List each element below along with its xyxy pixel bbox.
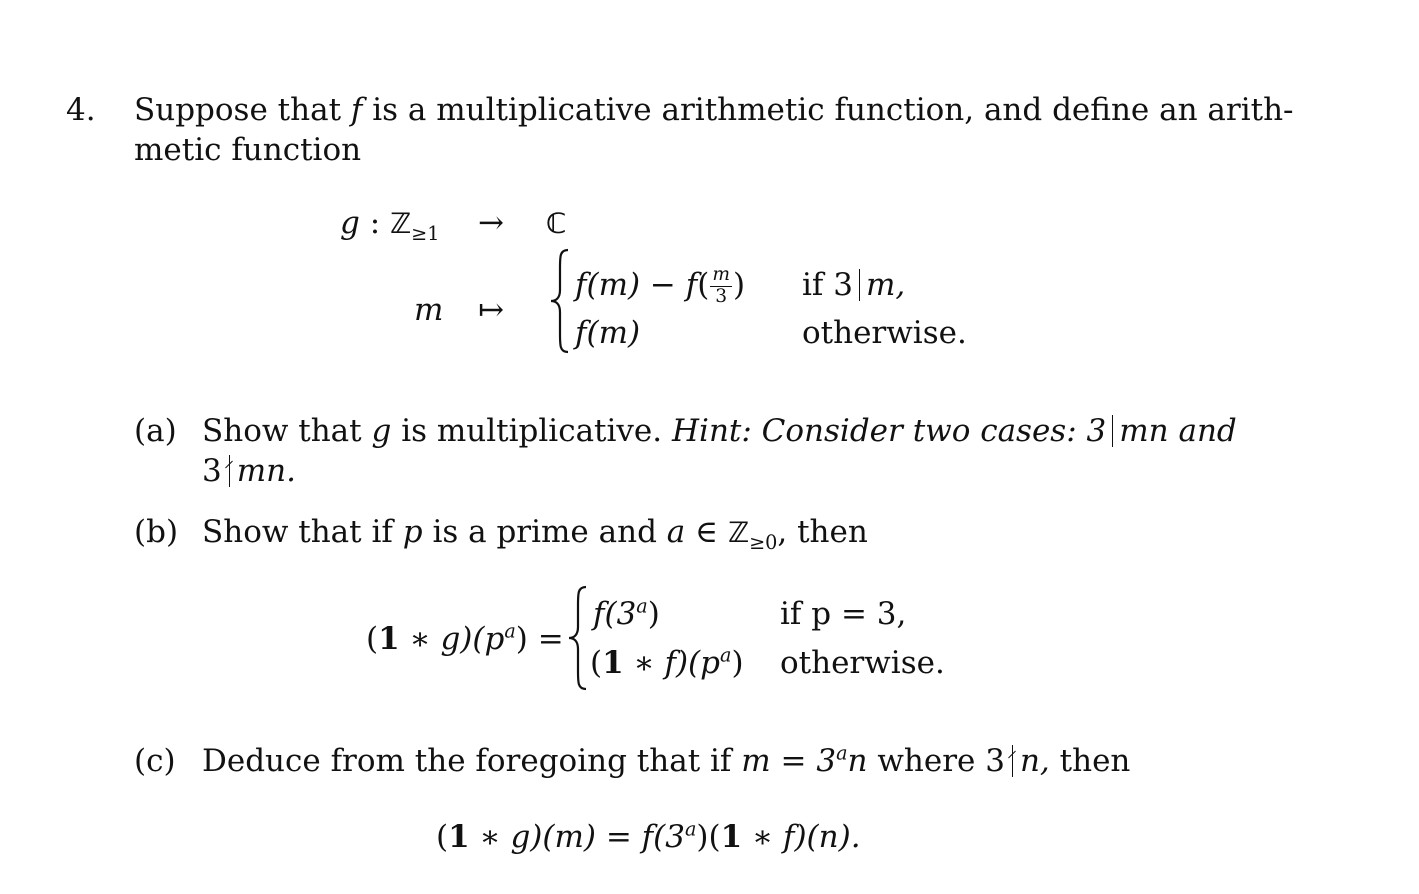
case1-f: f xyxy=(575,267,587,303)
part-b-line1 xyxy=(202,512,868,555)
def-case2-cond: otherwise. xyxy=(802,315,967,351)
brace-icon xyxy=(566,583,590,693)
case1-frac xyxy=(710,266,732,306)
case2-f: f xyxy=(575,315,587,351)
case2-end: ) xyxy=(731,645,744,681)
problem-number: 4. xyxy=(66,92,96,128)
not-divides-bar xyxy=(1012,745,1013,778)
part-b-p: p xyxy=(402,514,423,550)
case2-open: ( xyxy=(590,645,603,681)
part-a-line1 xyxy=(202,411,1237,451)
case1-end: ) xyxy=(647,596,660,632)
part-b-lhs-sup: a xyxy=(504,619,516,643)
def-mapsto: ↦ xyxy=(478,292,504,328)
part-a-three: 3 xyxy=(202,453,222,489)
part-a-text-2: is multiplicative. xyxy=(401,413,663,449)
def-domain-set: ℤ xyxy=(390,207,412,240)
def-var-m: m xyxy=(414,292,444,328)
frac-num: m xyxy=(712,264,730,286)
part-b-label: (b) xyxy=(134,514,179,550)
part-c-eq: m = 3 xyxy=(741,743,837,779)
final-sup: a xyxy=(684,817,697,841)
part-b-case1-expr xyxy=(593,594,660,634)
def-domain-sub: ≥1 xyxy=(411,222,440,246)
part-c-text-1: Deduce from the foregoing that if xyxy=(202,743,732,779)
part-b-set: ℤ xyxy=(727,516,750,549)
case2-m: (m) xyxy=(586,315,641,351)
part-c-line1 xyxy=(202,741,1130,781)
def-left-brace xyxy=(548,246,572,356)
case1-close: ) xyxy=(733,267,746,303)
not-divides-bar xyxy=(229,455,230,488)
case1-cond-b: m, xyxy=(865,267,906,303)
case2-rest: ∗ f)(p xyxy=(623,645,720,681)
part-b-text-1: Show that if xyxy=(202,514,393,550)
part-b-lhs: (1 ∗ $g)(p^a)$ = xyxy=(366,619,564,657)
bold-one: 1 xyxy=(378,621,400,657)
part-c-final-equation xyxy=(436,817,861,857)
part-b-case2-expr xyxy=(590,643,744,683)
part-b-case2-cond: otherwise. xyxy=(780,645,945,681)
part-b-text-3: , then xyxy=(777,514,868,550)
case1-m: (m) − xyxy=(586,267,686,303)
part-c-text-3: then xyxy=(1059,743,1131,779)
def-case1-expr xyxy=(575,265,745,307)
part-c-text-2: where 3 xyxy=(877,743,1005,779)
intro-text-1: Suppose that xyxy=(134,92,342,128)
part-c-eq-n: n xyxy=(847,743,868,779)
intro-text-2: is a multiplicative arithmetic function, and define an arith- xyxy=(372,92,1294,128)
final-open: ( xyxy=(436,819,449,855)
def-case1-cond xyxy=(802,265,905,305)
part-a-g: g xyxy=(371,413,392,449)
bold-one: 1 xyxy=(720,819,743,855)
brace-icon xyxy=(548,246,572,356)
final-c: ∗ f)(n). xyxy=(742,819,861,855)
part-b-a: a xyxy=(666,514,686,550)
part-b-lhs-rest: ∗ g)(p xyxy=(399,621,505,657)
case2-sup: a xyxy=(719,643,732,667)
case1-expr: f(3 xyxy=(593,596,637,632)
bold-one: 1 xyxy=(448,819,470,855)
def-codomain: ℂ xyxy=(546,207,567,240)
part-a-hint: Hint: Consider two cases: 3 xyxy=(672,413,1107,449)
part-b-text-2: is a prime and xyxy=(432,514,657,550)
part-a-line2 xyxy=(202,451,296,491)
frac-den: 3 xyxy=(715,286,728,307)
intro-f: f xyxy=(350,92,363,128)
def-arrow: → xyxy=(478,205,504,241)
part-a-text-1: Show that xyxy=(202,413,362,449)
final-a: ∗ g)(m) = f(3 xyxy=(469,819,685,855)
part-b-lhs-end: ) = xyxy=(515,621,564,657)
case1-open: ( xyxy=(697,267,710,303)
part-a-label: (a) xyxy=(134,413,177,449)
part-c-label: (c) xyxy=(134,743,176,779)
part-b-left-brace xyxy=(566,583,590,693)
def-case2-expr xyxy=(575,313,640,353)
part-b-set-sub: ≥0 xyxy=(749,531,778,555)
part-b-in: ∈ xyxy=(695,514,719,550)
divides-bar xyxy=(1112,415,1113,448)
def-colon: : xyxy=(369,205,381,241)
def-g: g xyxy=(340,205,360,241)
case1-cond-a: if 3 xyxy=(802,267,853,303)
part-a-hint-mn: mn and xyxy=(1119,413,1237,449)
part-b-case1-cond: if p = 3, xyxy=(780,596,907,632)
case1-sup: a xyxy=(636,594,648,618)
problem-intro-line2: metic function xyxy=(134,132,362,168)
final-b: )( xyxy=(696,819,721,855)
part-c-n: n, xyxy=(1019,743,1050,779)
case1-f2: f xyxy=(685,267,698,303)
divides-bar xyxy=(859,269,860,302)
part-c-eq-sup: a xyxy=(836,741,848,765)
problem-intro xyxy=(134,90,1294,130)
part-a-mn: mn. xyxy=(236,453,296,489)
bold-one: 1 xyxy=(602,645,624,681)
def-signature xyxy=(340,203,440,246)
